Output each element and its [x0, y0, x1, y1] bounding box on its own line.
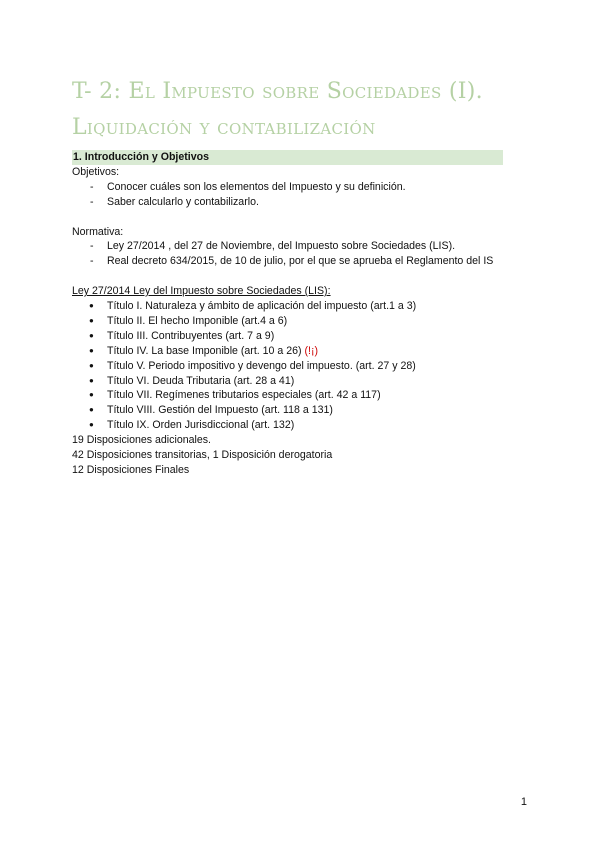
- disposiciones-line: 42 Disposiciones transitorias, 1 Disposición derogatoria: [72, 449, 333, 462]
- list-item: ● Título V. Periodo impositivo y devengo del impuesto. (art. 27 y 28): [72, 359, 512, 374]
- list-item: - Real decreto 634/2015, de 10 de julio, por el que se aprueba el Reglamento del IS: [72, 254, 512, 269]
- normativa-list: [72, 239, 512, 269]
- list-item: - Conocer cuáles son los elementos del Impuesto y su definición.: [72, 180, 512, 195]
- list-item: ● Título VII. Regímenes tributarios especiales (art. 42 a 117): [72, 388, 512, 403]
- warning-note: (!¡): [304, 344, 319, 357]
- spacer: [72, 269, 512, 284]
- section-heading: 1. Introducción y Objetivos: [72, 150, 503, 165]
- ley-heading: Ley 27/2014 Ley del Impuesto sobre Sociedades (LIS):: [72, 285, 331, 298]
- list-item: [72, 344, 512, 359]
- spacer: [72, 210, 512, 225]
- list-item: ● Título VIII. Gestión del Impuesto (art. 118 a 131): [72, 403, 512, 418]
- list-item: - Saber calcularlo y contabilizarlo.: [72, 195, 512, 210]
- objectives-list: [72, 180, 512, 210]
- page-number: 1: [520, 796, 527, 808]
- page-title: T- 2: El Impuesto sobre Sociedades (I). Liquidación y contabilización: [72, 79, 483, 140]
- disposiciones-line: 19 Disposiciones adicionales.: [72, 434, 211, 447]
- document-body: [72, 150, 512, 478]
- list-item: ● Título III. Contribuyentes (art. 7 a 9): [72, 329, 512, 344]
- objectives-label: Objetivos:: [72, 165, 120, 178]
- list-item: ● Título IX. Orden Jurisdiccional (art. 132): [72, 418, 512, 433]
- list-item: ● Título II. El hecho Imponible (art.4 a 6): [72, 314, 512, 329]
- disposiciones-line: 12 Disposiciones Finales: [72, 464, 190, 476]
- normativa-label: Normativa:: [72, 225, 124, 238]
- titulos-list: [72, 299, 512, 433]
- titulo-iv-text: Título IV. La base Imponible (art. 10 a 26): [107, 344, 302, 357]
- list-item: - Ley 27/2014 , del 27 de Noviembre, del Impuesto sobre Sociedades (LIS).: [72, 239, 512, 254]
- list-item: ● Título I. Naturaleza y ámbito de aplicación del impuesto (art.1 a 3): [72, 299, 512, 314]
- list-item: ● Título VI. Deuda Tributaria (art. 28 a 41): [72, 374, 512, 389]
